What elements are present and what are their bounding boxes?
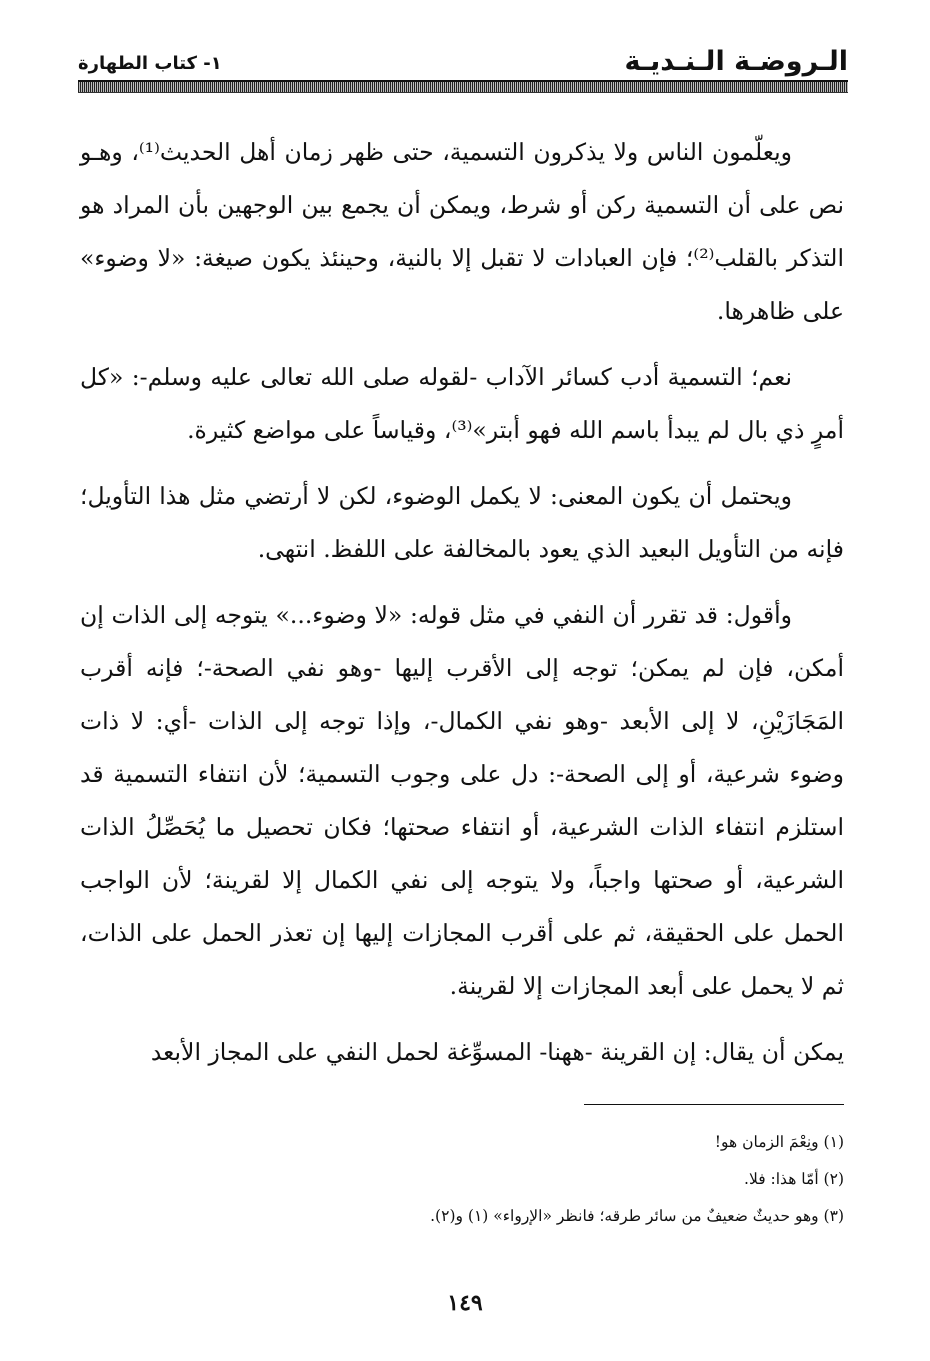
footnote-3: (٣) وهو حديثٌ ضعيفٌ من سائر طرقه؛ فانظر «الإرواء» (١) و(٢). (430, 1207, 844, 1225)
paragraph-3: ويحتمل أن يكون المعنى: لا يكمل الوضوء، لكن لا أرتضي مثل هذا التأويل؛ فإنه من التأويل البعيد الذي يعود بالمخالفة على اللفظ. انتهى. (80, 482, 844, 563)
paragraph-5: يمكن أن يقال: إن القرينة -ههنا- المسوِّغة لحمل النفي على المجاز الأبعد (150, 1038, 844, 1066)
header-divider (78, 80, 848, 93)
footnote-divider (584, 1104, 844, 1105)
page-number: ١٤٩ (447, 1290, 483, 1316)
chapter-title: ١- كتاب الطهارة (78, 53, 222, 74)
paragraph-1: ويعلّمون الناس ولا يذكرون التسمية، حتى ظهر زمان أهل الحديث⁽¹⁾، وهـو نص على أن التسمية ركن أو شرط، ويمكن أن يجمع بين الوجهين بأن المراد هو التذكر بالقلب⁽²⁾؛ فإن العبادات لا تقبل إلا بالنية، وحينئذ يكون صيغة: «لا وضوء» على ظاهرها. (80, 138, 844, 325)
main-text (80, 126, 844, 1079)
footnote-2: (٢) أمّا هذا: فلا. (744, 1170, 844, 1188)
running-header (78, 36, 848, 80)
footnote-1: (١) ونِعْمَ الزمان هو! (714, 1133, 844, 1151)
footnotes (80, 1124, 844, 1235)
book-title: الـروضـة الـنـديـة (624, 46, 848, 77)
paragraph-4: وأقول: قد تقرر أن النفي في مثل قوله: «لا وضوء...» يتوجه إلى الذات إن أمكن، فإن لم يمكن؛ توجه إلى الأقرب إليها -وهو نفي الصحة-؛ فإنه أقرب المَجَازَيْنِ، لا إلى الأبعد -وهو نفي الكمال-، وإذا توجه إلى الذات -أي: لا ذات وضوء شرعية، أو إلى الصحة-: دل على وجوب التسمية؛ لأن انتفاء التسمية قد استلزم انتفاء الذات الشرعية، أو انتفاء صحتها؛ فكان تحصيل ما يُحَصِّلُ الذات الشرعية، أو صحتها واجباً، ولا يتوجه إلى نفي الكمال إلا لقرينة؛ لأن الواجب الحمل على الحقيقة، ثم على أقرب المجازات إليها إن تعذر الحمل على الذات، ثم لا يحمل على أبعد المجازات إلا لقرينة. (80, 601, 844, 1000)
paragraph-2: نعم؛ التسمية أدب كسائر الآداب -لقوله صلى الله تعالى عليه وسلم-: «كل أمرٍ ذي بال لم يبدأ باسم الله فهو أبتر»⁽³⁾، وقياساً على مواضع كثيرة. (80, 363, 844, 444)
